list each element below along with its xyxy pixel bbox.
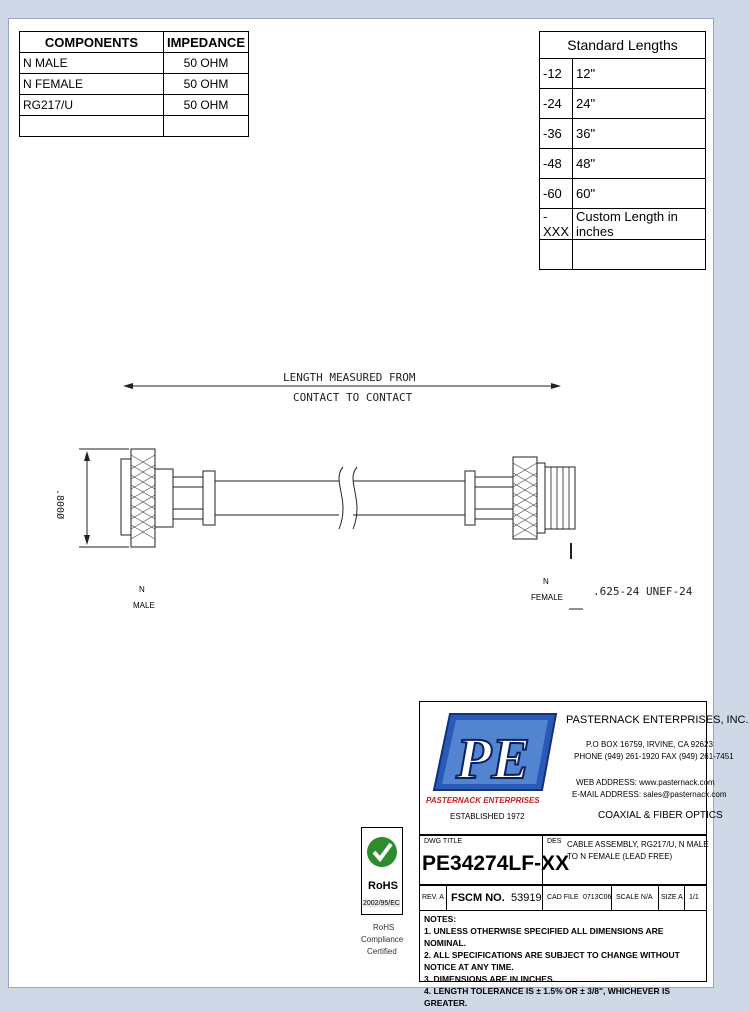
logo-caption: PASTERNACK ENTERPRISES xyxy=(426,796,540,805)
company-block xyxy=(419,701,749,835)
note-item: 2. ALL SPECIFICATIONS ARE SUBJECT TO CHANGE WITHOUT NOTICE AT ANY TIME. xyxy=(424,950,680,972)
company-logo xyxy=(428,710,564,810)
desc-line-1: CABLE ASSEMBLY, RG217/U, N MALE xyxy=(567,840,709,849)
desc-line-2: TO N FEMALE (LEAD FREE) xyxy=(567,852,673,861)
length-value: 36" xyxy=(573,119,706,149)
note-item: 1. UNLESS OTHERWISE SPECIFIED ALL DIMENSIONS ARE NOMINAL. xyxy=(424,926,664,948)
length-label-2: CONTACT TO CONTACT xyxy=(293,391,413,404)
component-impedance: 50 OHM xyxy=(163,95,248,116)
length-value: 24" xyxy=(573,89,706,119)
logo-lettering: PE xyxy=(456,726,531,791)
rohs-badge xyxy=(361,827,403,915)
part-number: PE34274LF-XX xyxy=(422,852,570,875)
sheet-cell xyxy=(684,885,707,911)
rohs-caption-1: RoHS xyxy=(373,923,395,932)
component-name: N MALE xyxy=(20,53,164,74)
length-code: -48 xyxy=(540,149,573,179)
desc-label: DES xyxy=(547,838,562,845)
component-name xyxy=(20,116,164,137)
sheet-value: 1/1 xyxy=(689,894,699,901)
check-icon xyxy=(365,832,399,878)
lengths-header: Standard Lengths xyxy=(540,32,706,59)
scale-cell xyxy=(611,885,659,911)
n-female-connector xyxy=(465,457,575,559)
notes-header: NOTES: xyxy=(424,914,457,924)
length-code: -XXX xyxy=(540,209,573,240)
length-value xyxy=(573,240,706,270)
length-code: -60 xyxy=(540,179,573,209)
thread-spec: .625-24 UNEF-24 xyxy=(593,585,693,598)
length-code: -24 xyxy=(540,89,573,119)
fscm-cell xyxy=(446,885,543,911)
length-code: -12 xyxy=(540,59,573,89)
length-value: 48" xyxy=(573,149,706,179)
cable-body xyxy=(215,467,465,529)
components-table xyxy=(19,31,249,137)
table-row xyxy=(540,59,706,89)
length-code xyxy=(540,240,573,270)
rohs-mark: RoHS xyxy=(368,880,398,892)
length-value: 12" xyxy=(573,59,706,89)
note-item: 4. LENGTH TOLERANCE IS ± 1.5% OR ± 3/8", WHICHEVER IS GREATER. xyxy=(424,986,671,1008)
company-name: PASTERNACK ENTERPRISES, INC. xyxy=(566,714,749,726)
impedance-header: IMPEDANCE xyxy=(163,32,248,53)
company-address: P.O BOX 16759, IRVINE, CA 92623 xyxy=(586,740,713,749)
company-email: E-MAIL ADDRESS: sales@pasternack.com xyxy=(572,790,727,799)
rohs-caption-2: Compliance xyxy=(361,935,404,944)
scale-value: SCALE N/A xyxy=(616,894,653,901)
table-row xyxy=(540,240,706,270)
table-row xyxy=(540,209,706,240)
component-impedance: 50 OHM xyxy=(163,74,248,95)
note-item: 3. DIMENSIONS ARE IN INCHES. xyxy=(424,974,555,984)
right-connector-label-1: N xyxy=(543,577,549,586)
length-value: 60" xyxy=(573,179,706,209)
rev-cell xyxy=(419,885,447,911)
size-value: SIZE A xyxy=(661,894,683,901)
length-label-1: LENGTH MEASURED FROM xyxy=(283,371,416,384)
table-row xyxy=(540,89,706,119)
fscm-value: 53919 xyxy=(511,892,542,904)
standard-lengths-table xyxy=(539,31,706,270)
length-code: -36 xyxy=(540,119,573,149)
company-web: WEB ADDRESS: www.pasternack.com xyxy=(576,778,715,787)
length-value: Custom Length in inches xyxy=(573,209,706,240)
cad-file-value: 0713C06 xyxy=(583,894,612,901)
table-row xyxy=(540,119,706,149)
left-connector-label-1: N xyxy=(139,585,145,594)
table-row xyxy=(20,53,249,74)
table-row xyxy=(540,179,706,209)
table-row xyxy=(20,95,249,116)
cad-file-label: CAD FILE xyxy=(547,894,579,901)
drawing-sheet xyxy=(8,18,749,1008)
rev-value: REV. A xyxy=(422,894,444,901)
fscm-label: FSCM NO. xyxy=(451,892,505,904)
right-connector-label-2: FEMALE xyxy=(531,593,564,602)
component-impedance xyxy=(163,116,248,137)
components-header: COMPONENTS xyxy=(20,32,164,53)
table-row xyxy=(20,74,249,95)
dwg-title-label: DWG TITLE xyxy=(424,838,462,845)
cad-file-cell xyxy=(542,885,612,911)
left-connector-label-2: MALE xyxy=(133,601,155,610)
established-text: ESTABLISHED 1972 xyxy=(450,812,525,821)
diameter-label: .800Ø xyxy=(54,489,65,520)
table-row xyxy=(540,149,706,179)
rohs-caption-3: Certified xyxy=(367,947,397,956)
description-cell xyxy=(542,835,707,885)
n-male-connector xyxy=(121,449,215,547)
company-tagline: COAXIAL & FIBER OPTICS xyxy=(598,810,723,821)
component-name: N FEMALE xyxy=(20,74,164,95)
company-phone: PHONE (949) 261-1920 FAX (949) 261-7451 xyxy=(574,752,734,761)
notes-block xyxy=(419,910,707,1008)
component-name: RG217/U xyxy=(20,95,164,116)
table-row xyxy=(20,116,249,137)
size-cell xyxy=(658,885,685,911)
rohs-directive: 2002/95/EC xyxy=(363,900,400,907)
component-impedance: 50 OHM xyxy=(163,53,248,74)
